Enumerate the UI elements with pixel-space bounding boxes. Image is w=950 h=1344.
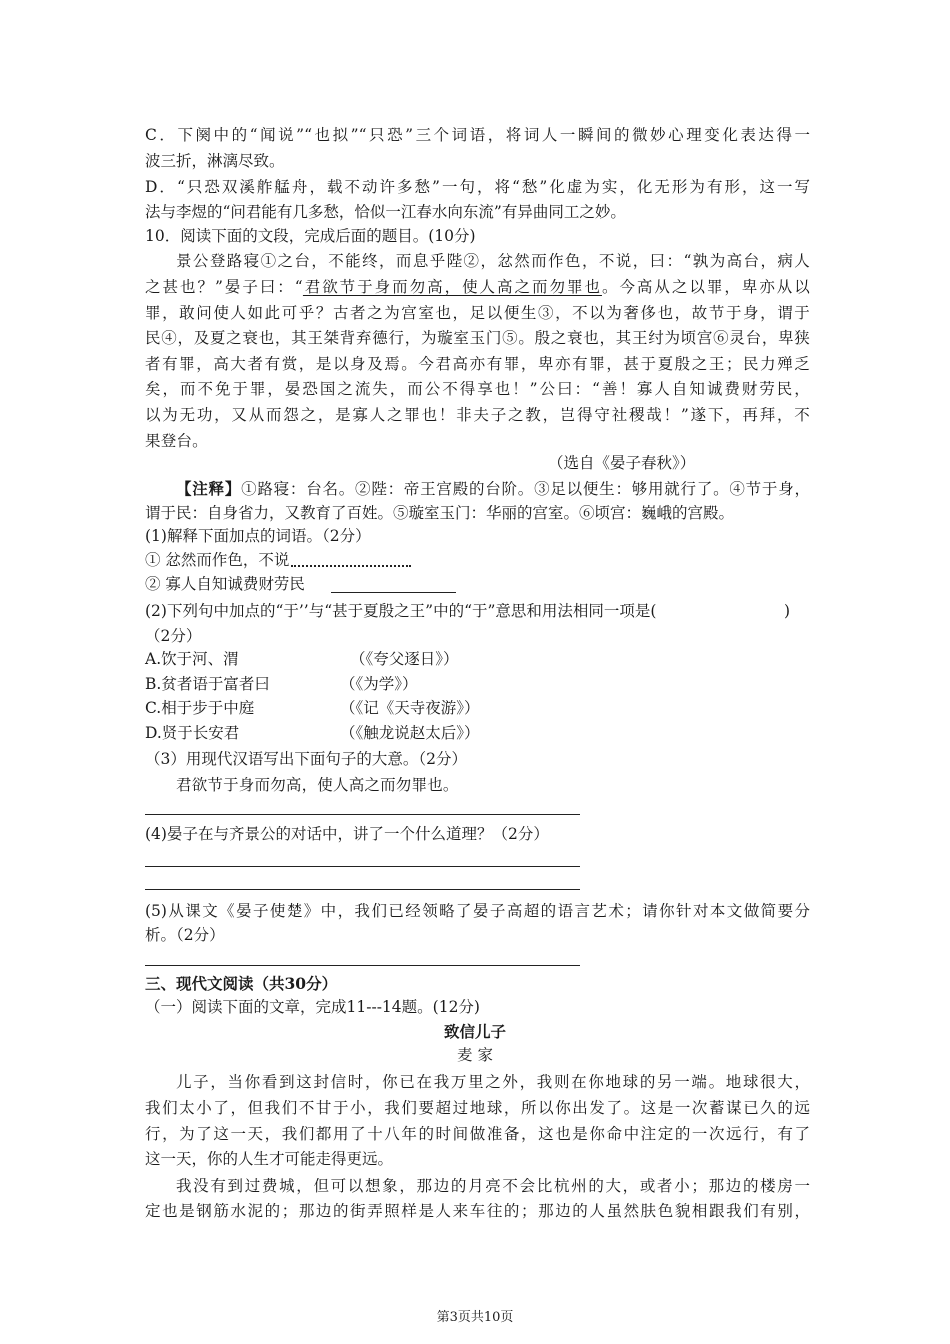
notes-line <box>145 477 810 501</box>
q10-heading: 10．阅读下面的文段，完成后面的题目。(10分) <box>145 227 476 245</box>
answer-line[interactable] <box>145 866 580 867</box>
section-heading: 三、现代文阅读（共30分） <box>145 974 338 993</box>
passage-text: 。今高从之以罪，卑亦从以 <box>601 278 810 296</box>
article-line: 我们太小了，但我们不甘于小，我们要超过地球，所以你出发了。这是一次蓄谋已久的远 <box>145 1099 810 1117</box>
sub2-option-a-source: （《夸父逐日》） <box>350 650 459 668</box>
article-line: 我没有到过费城，但可以想象，那边的月亮不会比杭州的大，或者小；那边的楼房一 <box>176 1177 810 1195</box>
passage-line: 以为无功，又从而怨之，是寡人之罪也！非夫子之教，岂得守社稷哉！”遂下，再拜，不 <box>145 406 810 424</box>
answer-blank[interactable] <box>331 578 456 593</box>
sub5-prompt-line1: (5)从课文《晏子使楚》中，我们已经领略了晏子高超的语言艺术；请你针对本文做简要分 <box>145 902 810 920</box>
sub2-option-c-source: （《记《天寺夜游》） <box>340 699 480 717</box>
sub5-prompt-line2: 析。（2分） <box>145 926 225 944</box>
answer-line[interactable] <box>145 889 580 890</box>
article-line: 儿子，当你看到这封信时，你已在我万里之外，我则在你地球的另一端。地球很大， <box>176 1073 810 1091</box>
sub1-item <box>145 572 810 596</box>
sub3-sentence: 君欲节于身而勿高，使人高之而勿罪也。 <box>176 776 459 794</box>
notes-line: 谓于民：自身省力，又教育了百姓。⑤璇室玉门：华丽的宫室。⑥顷宫：巍峨的宫殿。 <box>145 504 735 522</box>
passage-line: 罪，敢问使人如此可乎？古者之为宫室也，足以便生③，不以为奢侈也，故节于身，谓于 <box>145 304 810 322</box>
q9-option-c-line2: 波三折，淋漓尽致。 <box>145 152 285 170</box>
passage-source: （选自《晏子春秋》） <box>548 454 696 472</box>
sub2-option-a: A.饮于河、渭 <box>145 650 239 668</box>
q9-option-d-line2: 法与李煜的“问君能有几多愁，恰似一江春水向东流”有异曲同工之妙。 <box>145 203 626 221</box>
notes-text: ①路寝：台名。②陛：帝王宫殿的台阶。③足以便生：够用就行了。④节于身， <box>241 480 810 498</box>
sub3-prompt: （3）用现代汉语写出下面句子的大意。（2分） <box>145 750 467 768</box>
sub2-option-b-source: （《为学》） <box>340 675 418 693</box>
article-line: 行，为了这一天，我们都用了十八年的时间做准备，这也是你命中注定的一次远行，有了 <box>145 1125 810 1143</box>
sub1-item-text: ① 忿然而作色，不说 <box>145 551 290 569</box>
page-footer: 第3页共10页 <box>436 1310 514 1325</box>
sub1-prompt: (1)解释下面加点的词语。（2分） <box>145 527 371 545</box>
passage-text: 之甚也？”晏子曰：“ <box>145 278 303 296</box>
article-author: 麦 家 <box>457 1046 493 1064</box>
sub1-item <box>145 548 810 572</box>
article-line: 这一天，你的人生才可能走得更远。 <box>145 1150 394 1168</box>
passage-line: 民④，及夏之衰也，其王桀背弃德行，为璇室玉门⑤。殷之衰也，其王纣为顷宫⑥灵台，卑狭 <box>145 329 810 347</box>
part-heading: （一）阅读下面的文章，完成11---14题。(12分) <box>145 998 480 1016</box>
answer-blank[interactable] <box>291 551 411 567</box>
passage-line: 果登台。 <box>145 432 208 450</box>
sub2-prompt: (2)下列句中加点的“于’’与“甚于夏殷之王”中的“于”意思和用法相同一项是( <box>145 602 657 620</box>
sub2-answer-bracket[interactable]: ) <box>784 602 791 620</box>
answer-line[interactable] <box>145 965 580 966</box>
sub2-option-d: D.贤于长安君 <box>145 724 240 742</box>
sub2-option-b: B.贫者语于富者曰 <box>145 675 270 693</box>
answer-line[interactable] <box>145 814 580 815</box>
notes-label: 【注释】 <box>176 479 242 498</box>
q9-option-c-line1: C．下阕中的“闻说”“也拟”“只恐”三个词语，将词人一瞬间的微妙心理变化表达得一 <box>145 126 810 144</box>
article-line: 定也是钢筋水泥的；那边的街弄照样是人来车往的；那边的人虽然肤色貌相跟我们有别， <box>145 1202 810 1220</box>
passage-line: 景公登路寝①之台，不能终，而息乎陛②，忿然而作色，不说，曰：“孰为高台，病人 <box>176 252 810 270</box>
passage-line: 者有罪，高大者有赏，是以身及焉。今君高亦有罪，卑亦有罪，甚于夏殷之王；民力殚乏 <box>145 355 810 373</box>
passage-underlined-sentence: 君欲节于身而勿高，使人高之而勿罪也 <box>302 278 602 296</box>
sub2-score: （2分） <box>145 627 202 645</box>
sub1-item-text: ② 寡人自知诚费财劳民 <box>145 575 305 593</box>
passage-line: 矣，而不免于罪，晏恐国之流失，而公不得享也！”公曰：“善！寡人自知诚费财劳民， <box>145 380 810 398</box>
sub4-prompt: (4)晏子在与齐景公的对话中，讲了一个什么道理？（2分） <box>145 825 549 843</box>
sub2-option-c: C.相于步于中庭 <box>145 699 255 717</box>
passage-line <box>145 275 810 299</box>
sub2-option-d-source: （《触龙说赵太后》） <box>340 724 480 742</box>
q9-option-d-line1: D．“只恐双溪舴艋舟，载不动许多愁”一句，将“愁”化虚为实，化无形为有形，这一写 <box>145 178 810 196</box>
article-title: 致信儿子 <box>443 1022 506 1041</box>
